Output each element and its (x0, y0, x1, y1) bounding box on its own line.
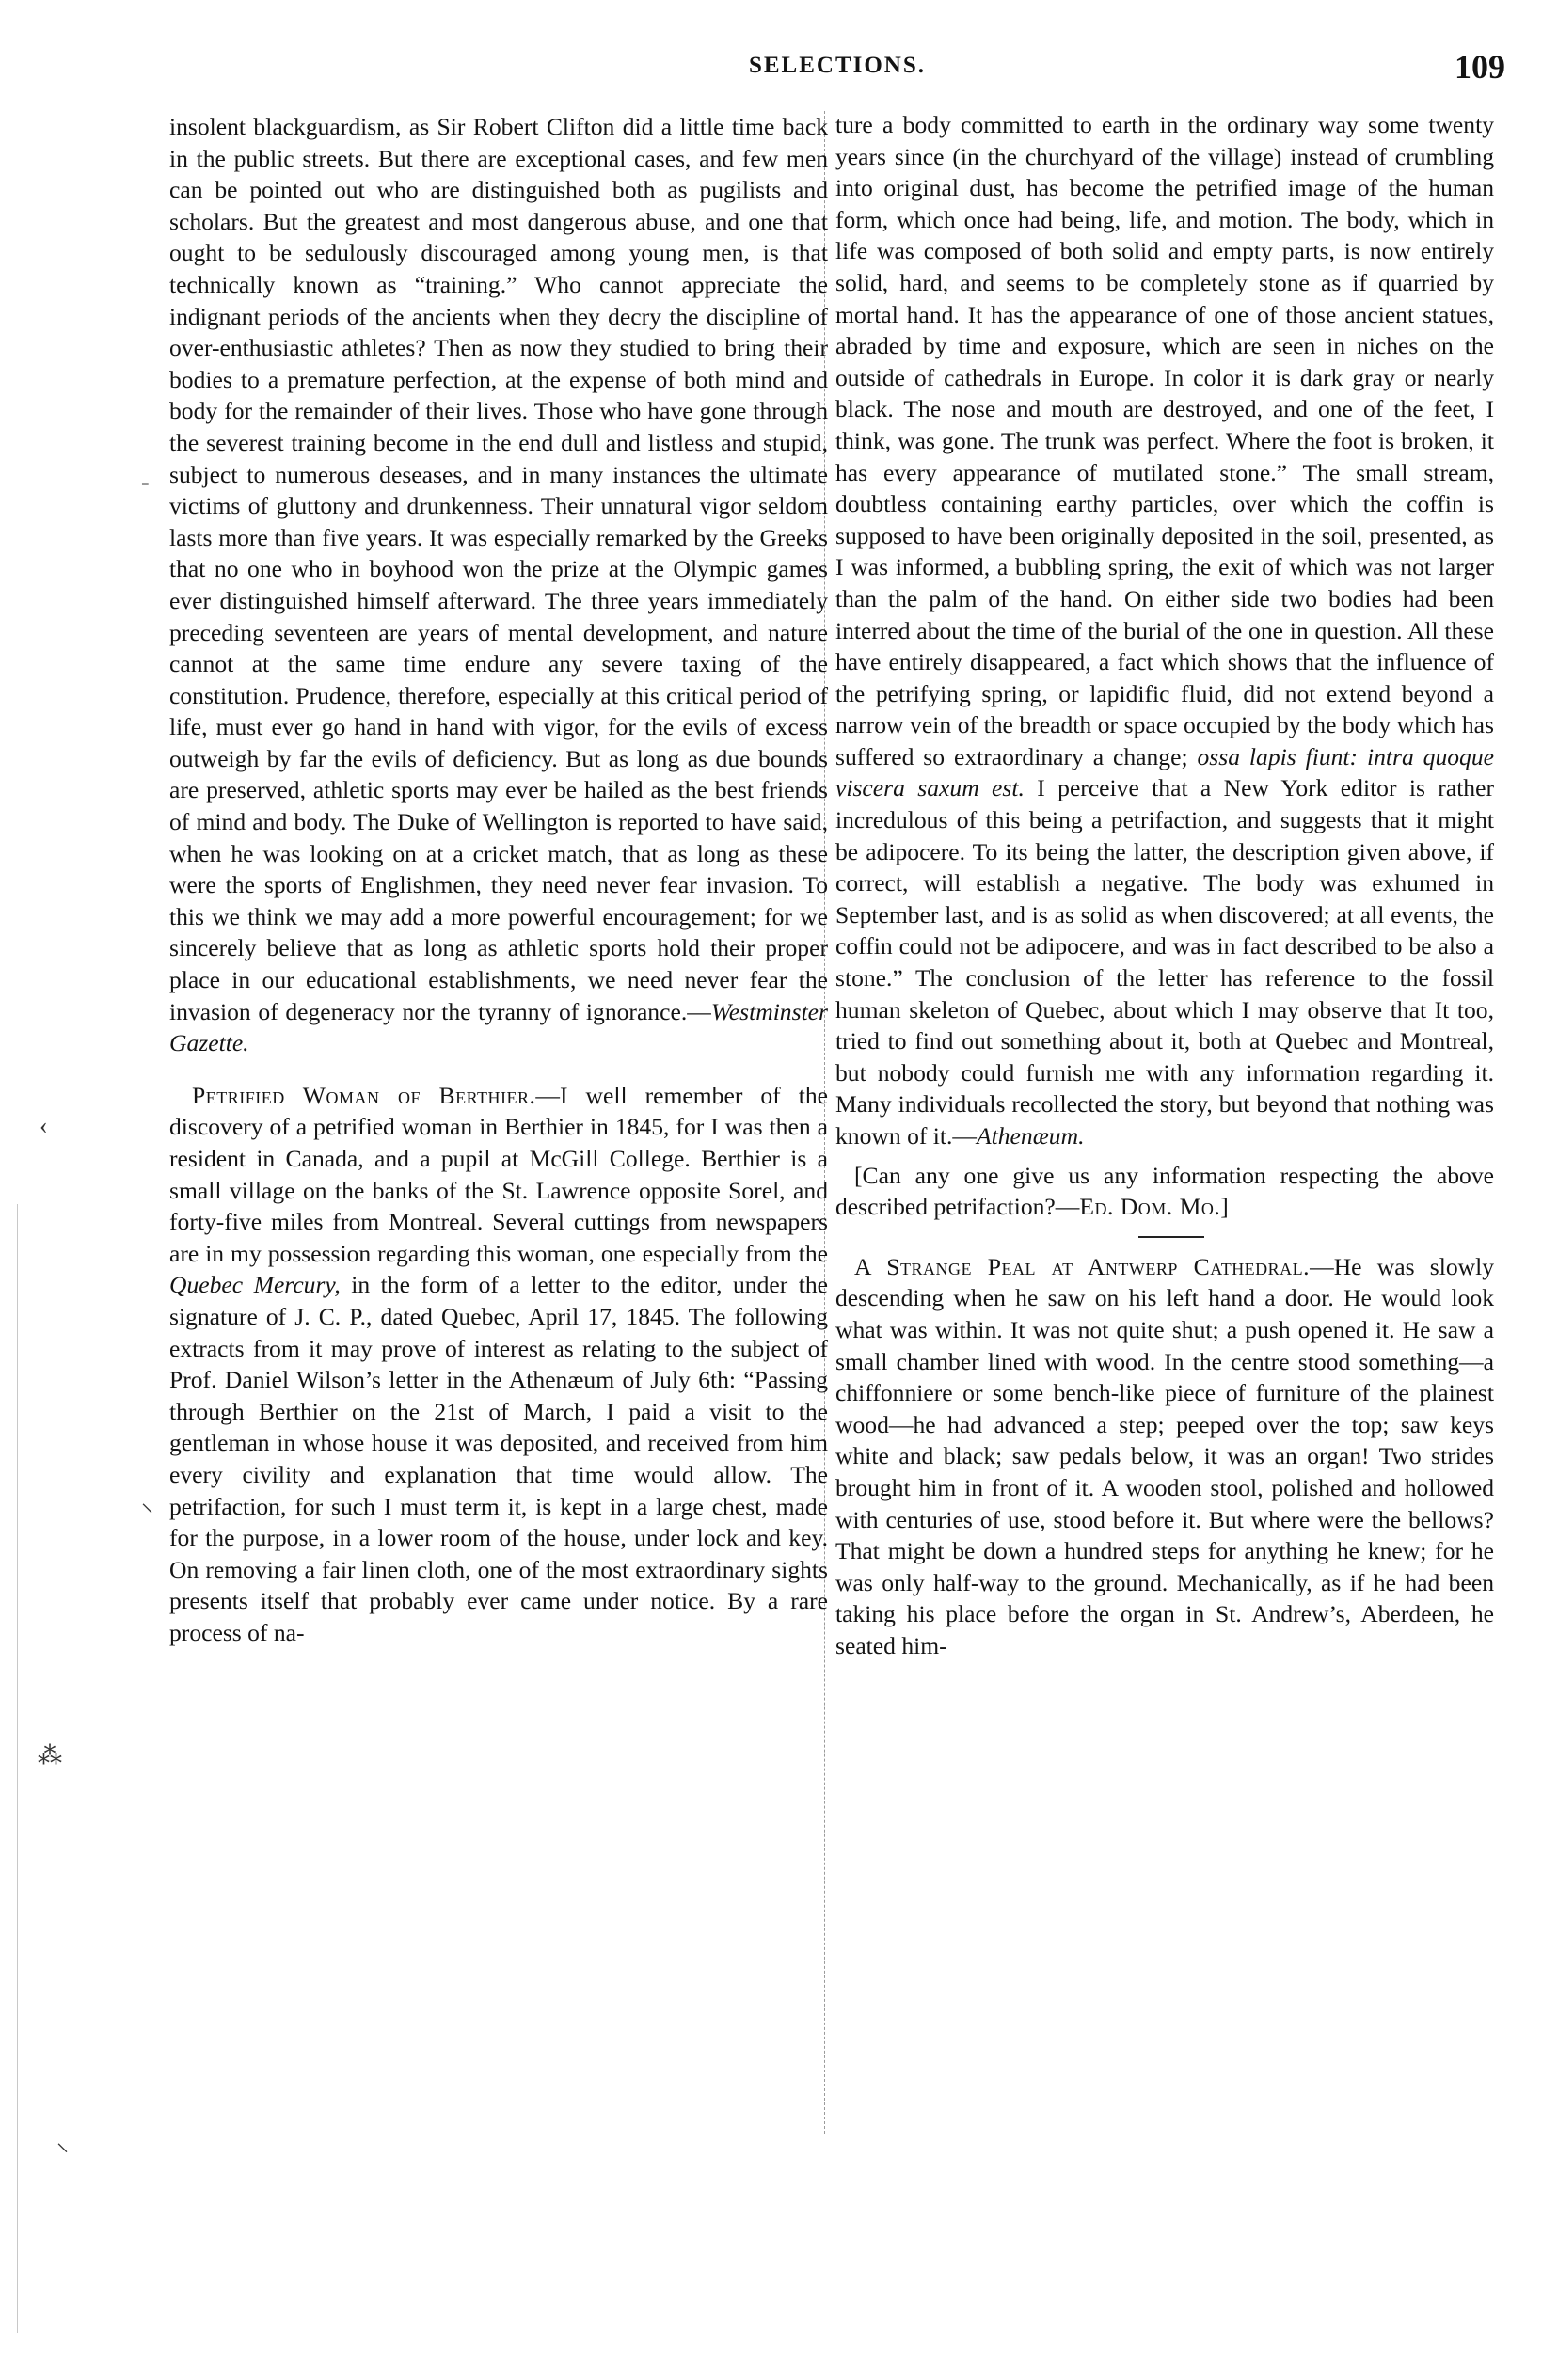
newspaper-name: Quebec Mercury, (169, 1271, 341, 1299)
editor-note-text: [Can any one give us any information respecting the above described petrifaction?— (835, 1161, 1494, 1221)
margin-mark: ⸜ (56, 2129, 70, 2156)
article-divider-wrap (835, 1223, 1494, 1251)
continuation-text-a: ture a body committed to earth in the ordinary way some twenty years since (in the churchyard of the village) instead of crumbling into original dust, has become the petrified image of the human form, which once had being, life, and motion. The body, which in life was composed of both solid and empty parts, is now entirely solid, hard, and seems to be completely stone as if quarried by mortal hand. It has the appearance of one of those ancient statues, abraded by time and exposure, which are seen in niches on the outside of cathedrals in Europe. In color it is dark gray or nearly black. The nose and mouth are destroyed, and one of the feet, I think, was gone. The trunk was perfect. Where the foot is broken, it has every appearance of mutilated stone.” The small stream, doubtless containing earthy particles, over which the coffin is supposed to have been originally deposited in the soil, presented, as I was informed, a bubbling spring, the exit of which was not larger than the palm of the hand. On either side two bodies had been interred about the time of the burial of the one in question. All these have entirely disappeared, a fact which shows that the influence of the petrifying spring, or lapidific fluid, did not extend beyond a narrow vein of the breadth or space occupied by the body which has suffered so extraordinary a change; (835, 111, 1494, 770)
continuation-source: Athenæum. (977, 1122, 1085, 1150)
antwerp-article-text: —He was slowly descending when he saw on his left hand a door. He would look what was within. It was not quite shut; a push opened it. He saw a small chamber lined with wood. In the centre stood something—a chiffonniere or some bench-like piece of furniture of the plainest wood—he had advanced a step; peeped over the top; saw keys white and black; saw pedals below, it was an organ! Two strides brought him in front of it. A wooden stool, polished and hollowed with centuries of use, stood before it. But where were the bellows? That might be down a hundred steps for anything he knew; for he was only half-way to the ground. Mechanically, as if he had been taking his place before the organ in St. Andrew’s, Aberdeen, he seated him- (835, 1252, 1495, 1659)
antwerp-article-title: A Strange Peal at Antwerp Cathedral. (854, 1252, 1311, 1280)
athletics-article-source: Westminster Gazette. (169, 997, 828, 1057)
left-column (169, 111, 828, 1649)
latin-quote: ossa lapis fiunt: intra quoque viscera saxum est. (835, 742, 1495, 802)
page-number: 109 (1455, 48, 1505, 86)
petrified-woman-continuation (835, 109, 1494, 1152)
scan-edge (17, 1204, 18, 2333)
athletics-article-text: insolent blackguardism, as Sir Robert Clifton did a little time back in the public streets. But there are exceptional cases, and few men can be pointed out who are distinguished both as pugilists and scholars. But the greatest and most dangerous abuse, and one that ought to be sedulously discouraged among young men, is that technically known as “training.” Who cannot appreciate the indignant periods of the ancients when they decry the discipline of over-enthusiastic athletes? Then as now they studied to bring their bodies to a premature perfection, at the expense of both mind and body for the remainder of their lives. Those who have gone through the severest training become in the end dull and listless and stupid, subject to numerous deseases, and in many instances the ultimate victims of gluttony and drunkenness. Their unnatural vigor seldom lasts more than five years. It was especially remarked by the Greeks that no one who in boyhood won the prize at the Olympic games ever distinguished himself afterward. The three years immediately preceding seventeen are years of mental development, and nature cannot at the same time endure any severe taxing of the constitution. Prudence, therefore, especially at this critical period of life, must ever go hand in hand with vigor, for the evils of excess outweigh by far the evils of deficiency. But as long as due bounds are preserved, athletic sports may ever be hailed as the best friends of mind and body. The Duke of Wellington is reported to have said, when he was looking on at a cricket match, that as long as these were the sports of Englishmen, they need never fear invasion. To this we think we may add a more powerful encouragement; for we sincerely believe that as long as athletic sports hold their proper place in our educational establishments, we need never fear the invasion of degeneracy nor the tyranny of ignorance.— (169, 113, 828, 1025)
petrified-woman-text-a: —I well remember of the discovery of a petrified woman in Berthier in 1845, for I was then a resident in Canada, and a pupil at McGill College. Berthier is a small village on the banks of the St. Lawrence opposite Sorel, and forty-five miles from Montreal. Several cuttings from newspapers are in my possession regarding this woman, one especially from the (169, 1081, 828, 1267)
margin-mark: - (141, 468, 150, 496)
editor-note-signature: Ed. Dom. Mo. (1079, 1193, 1221, 1221)
petrified-woman-text-b: in the form of a letter to the editor, under the signature of J. C. P., dated Quebec, April 17, 1845. The following extracts from it may prove of interest as relating to the subject of Prof. Daniel Wilson’s letter in the Athenæum of July 6th: “Passing through Berthier on the 21st of March, I paid a visit to the gentleman in whose house it was deposited, and received from him every civility and explanation that time would allow. The petrifaction, for such I must term it, is kept in a large chest, made for the purpose, in a lower room of the house, under lock and key. On removing a fair linen cloth, one of the most extraordinary sights presents itself that probably ever came under notice. By a rare process of na- (169, 1271, 829, 1646)
petrified-woman-title: Petrified Woman of Berthier. (192, 1081, 536, 1109)
athletics-article-paragraph (169, 111, 828, 1059)
page-header (169, 47, 1505, 85)
margin-mark: ‹ (40, 1112, 48, 1139)
antwerp-article (835, 1251, 1494, 1662)
continuation-text-b: I perceive that a New York editor is rather incredulous of this being a petrifaction, and suggests that it might be adipocere. To its being the latter, the description given above, if correct, will establish a negative. The body was exhumed in September last, and is as solid as when discovered; at all events, the coffin could not be adipocere, and was in fact described to be also a stone.” The conclusion of the letter has reference to the fossil human skeleton of Quebec, about which I may observe that It too, tried to find out something about it, both at Quebec and Montreal, but nobody could furnish me with any information regarding it. Many individuals recollected the story, but beyond that nothing was known of it.— (835, 774, 1494, 1150)
running-head: SELECTIONS. (748, 53, 927, 78)
margin-mark: ⁂ (38, 1742, 62, 1769)
editor-note (835, 1160, 1494, 1223)
editor-note-close: ] (1220, 1193, 1229, 1221)
margin-mark: ⸜ (141, 1489, 154, 1516)
article-divider (1138, 1236, 1204, 1238)
right-column (835, 109, 1494, 1662)
petrified-woman-article (169, 1080, 828, 1649)
